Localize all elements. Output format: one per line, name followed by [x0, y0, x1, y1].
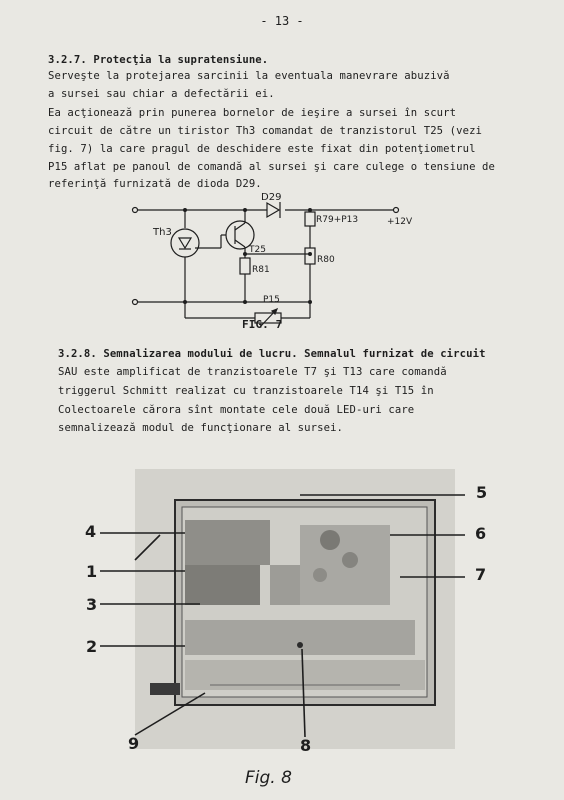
paragraph-line: SAU este amplificat de tranzistoarele T7 şi T13 care comandă — [58, 366, 447, 378]
page-number: - 13 - — [260, 14, 304, 28]
callout-1: 1 — [86, 562, 98, 581]
callout-7: 7 — [475, 565, 487, 584]
callout-6: 6 — [475, 524, 487, 543]
paragraph-line: triggerul Schmitt realizat cu tranzistoarele T14 şi T15 în — [58, 385, 434, 397]
label-r79: R79+P13 — [316, 215, 359, 225]
label-t25: T25 — [249, 245, 266, 255]
fig7-caption: FIG. 7 — [242, 318, 283, 331]
paragraph-line: Ea acţionează prin punerea bornelor de ieşire a sursei în scurt — [48, 107, 457, 119]
callout-5: 5 — [476, 483, 488, 502]
heading-3-2-8: 3.2.8. Semnalizarea modului de lucru. Semnalul furnizat de circuit — [58, 348, 486, 360]
label-th3: Th3 — [153, 227, 172, 238]
fig7-schematic — [125, 190, 425, 330]
paragraph-line: circuit de către un tiristor Th3 comandat de tranzistorul T25 (vezi — [48, 125, 483, 137]
callout-3: 3 — [86, 595, 98, 614]
paragraph-line: Serveşte la protejarea sarcinii la eventuala manevrare abuzivă — [48, 70, 450, 82]
fig8-caption: Fig. 8 — [245, 768, 292, 788]
callout-4: 4 — [85, 522, 97, 541]
label-12v: +12V — [387, 217, 413, 227]
label-p15: P15 — [263, 295, 280, 305]
label-r80: R80 — [317, 255, 335, 265]
paragraph-line: fig. 7) la care pragul de deschidere este fixat din potenţiometrul — [48, 143, 476, 155]
paragraph-line: a sursei sau chiar a defectării ei. — [48, 88, 275, 100]
callout-9: 9 — [128, 734, 140, 753]
label-d29: D29 — [261, 192, 282, 203]
paragraph-line: Colectoarele cărora sînt montate cele două LED-uri care — [58, 404, 415, 416]
paragraph-line: referinţă furnizată de dioda D29. — [48, 178, 262, 190]
callout-2: 2 — [86, 637, 98, 656]
label-r81: R81 — [252, 265, 270, 275]
heading-3-2-7: 3.2.7. Protecţia la supratensiune. — [48, 54, 269, 66]
paragraph-line: semnalizează modul de funcţionare al sursei. — [58, 422, 344, 434]
paragraph-line: P15 aflat pe panoul de comandă al sursei şi care culege o tensiune de — [48, 161, 495, 173]
callout-8: 8 — [300, 736, 312, 755]
